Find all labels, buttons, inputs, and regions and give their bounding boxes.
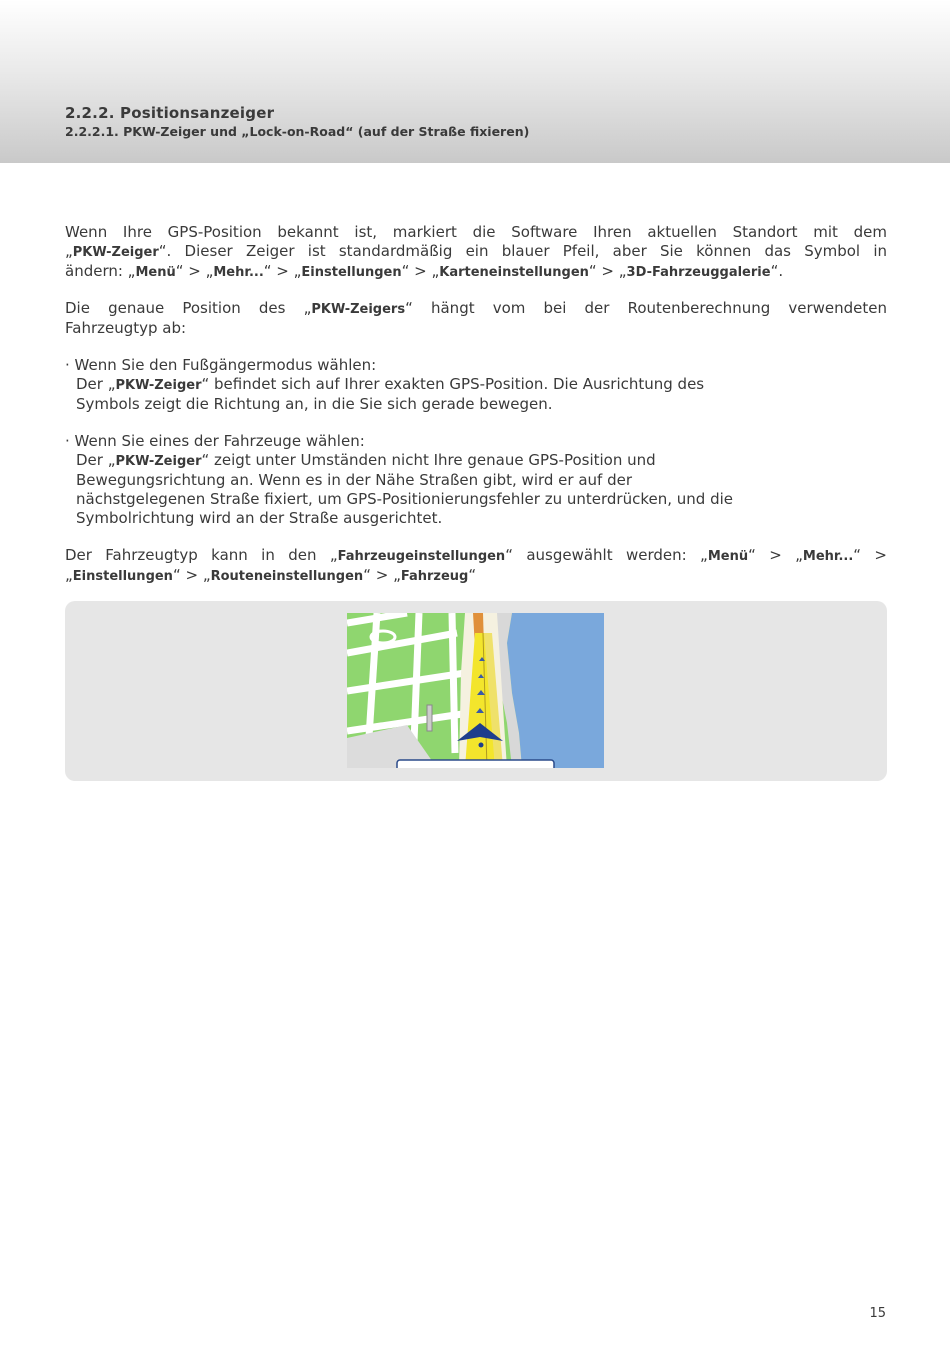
text-line: Die genaue Position des „PKW-Zeigers“ hängt vom bei der Routenberechnung verwendeten	[65, 299, 887, 317]
text-line: Der Fahrzeugtyp kann in den „Fahrzeugeinstellungen“ ausgewählt werden: „Menü“ > „Mehr...“ >	[65, 546, 887, 564]
text-line: ändern: „Menü“ > „Mehr...“ > „Einstellungen“ > „Karteneinstellungen“ > „3D-Fahrzeuggalerie“.	[65, 262, 784, 280]
bold-term: 3D-Fahrzeuggalerie	[626, 265, 771, 280]
page-header	[0, 0, 950, 163]
bold-term: Mehr...	[213, 265, 264, 280]
bold-term: PKW-Zeiger	[115, 454, 202, 469]
bold-term: Menü	[135, 265, 176, 280]
navigation-map-image	[347, 613, 604, 768]
paragraph-position	[65, 299, 887, 338]
bold-term: Fahrzeugeinstellungen	[337, 549, 506, 564]
text-line: Der „PKW-Zeiger“ befindet sich auf Ihrer exakten GPS-Position. Die Ausrichtung des	[76, 375, 705, 393]
text-line: „Einstellungen“ > „Routeneinstellungen“ > „Fahrzeug“	[65, 566, 477, 584]
text-line: nächstgelegenen Straße fixiert, um GPS-Positionierungsfehler zu unterdrücken, und die	[76, 490, 733, 508]
page-number: 15	[869, 1306, 886, 1321]
bold-term: Routeneinstellungen	[210, 569, 364, 584]
paragraph-vehicle-type	[65, 546, 887, 586]
bullet-vehicle	[65, 432, 887, 528]
text-line: Fahrzeugtyp ab:	[65, 319, 187, 337]
text-line: Der „PKW-Zeiger“ zeigt unter Umständen nicht Ihre genaue GPS-Position und	[76, 451, 656, 469]
bold-term: Fahrzeug	[400, 569, 469, 584]
text-line: Symbols zeigt die Richtung an, in die Sie sich gerade bewegen.	[76, 395, 553, 413]
bold-term: Einstellungen	[301, 265, 402, 280]
text-line: Bewegungsrichtung an. Wenn es in der Nähe Straßen gibt, wird er auf der	[76, 471, 633, 489]
bold-term: Karteneinstellungen	[439, 265, 589, 280]
bullet-heading: · Wenn Sie den Fußgängermodus wählen:	[65, 356, 377, 374]
bold-term: PKW-Zeigers	[311, 302, 406, 317]
text-line: Wenn Ihre GPS-Position bekannt ist, markiert die Software Ihren aktuellen Standort mit dem	[65, 223, 887, 241]
bullet-pedestrian	[65, 356, 887, 414]
text-line: „PKW-Zeiger“. Dieser Zeiger ist standardmäßig ein blauer Pfeil, aber Sie können das Symbol in	[65, 242, 887, 260]
bold-term: PKW-Zeiger	[72, 245, 159, 260]
bold-term: Menü	[707, 549, 749, 564]
map-screenshot	[347, 613, 604, 768]
bold-term: PKW-Zeiger	[115, 378, 202, 393]
bold-term: Mehr...	[802, 549, 854, 564]
text-line: Symbolrichtung wird an der Straße ausgerichtet.	[76, 509, 443, 527]
subsection-title: 2.2.2.1. PKW-Zeiger und „Lock-on-Road“ (auf der Straße fixieren)	[65, 124, 530, 139]
paragraph-intro	[65, 223, 887, 282]
bullet-heading: · Wenn Sie eines der Fahrzeuge wählen:	[65, 432, 365, 450]
bold-term: Einstellungen	[72, 569, 173, 584]
section-title: 2.2.2. Positionsanzeiger	[65, 104, 275, 122]
